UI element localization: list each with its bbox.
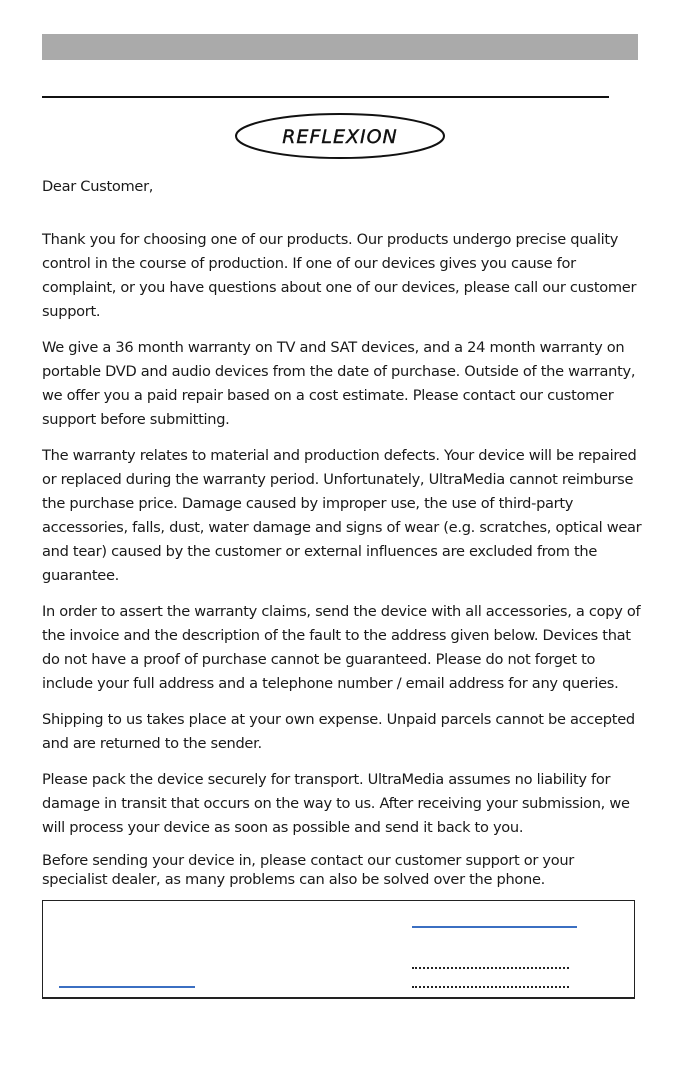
paragraph-intro: Thank you for choosing one of our products. Our products undergo precise quality control in the course of production. If one of our devices gives you cause for complaint, or you have questions about one of our devices, please call our customer support. bbox=[42, 231, 637, 320]
paragraph-claims: In order to assert the warranty claims, send the device with all accessories, a copy of the invoice and the description of the fault to the address given below. Devices that do not have a proof of purchase cannot be guaranteed. Please do not forget to include your full address and a telephone number / email address for any queries. bbox=[42, 603, 641, 692]
paragraph-warranty-scope: The warranty relates to material and production defects. Your device will be repaired or replaced during the warranty period. Unfortunately, UltraMedia cannot reimburse the purchase price. Damage caused by improper use, the use of third-party accessories, falls, dust, water damage and signs of wear (e.g. scratches, optical wear and tear) caused by the customer or external influences are excluded from the guarantee. bbox=[42, 447, 642, 584]
contact-info-box bbox=[42, 900, 635, 999]
brand-logo bbox=[234, 112, 446, 160]
contact-link[interactable] bbox=[412, 926, 577, 928]
paragraph-warranty-period: We give a 36 month warranty on TV and SAT devices, and a 24 month warranty on portable DVD and audio devices from the date of purchase. Outside of the warranty, we offer you a paid repair based on a cost estimate. Please contact our customer support before submitting. bbox=[42, 339, 636, 428]
contact-field-line bbox=[412, 967, 569, 969]
paragraph-packing: Please pack the device securely for transport. UltraMedia assumes no liability for damage in transit that occurs on the way to us. After receiving your submission, we will process your device as soon as possible and send it back to you. bbox=[42, 771, 630, 836]
header-bar bbox=[42, 34, 638, 60]
brand-logo-text: REFLEXION bbox=[282, 126, 398, 148]
paragraph-shipping: Shipping to us takes place at your own expense. Unpaid parcels cannot be accepted and are returned to the sender. bbox=[42, 711, 635, 752]
title-rule bbox=[42, 96, 609, 98]
address-link[interactable] bbox=[59, 986, 195, 988]
contact-field-line bbox=[412, 986, 569, 988]
paragraph-contact: Before sending your device in, please contact our customer support or your specialist dealer, as many problems can also be solved over the phone. bbox=[42, 852, 575, 888]
greeting: Dear Customer, bbox=[42, 178, 154, 195]
